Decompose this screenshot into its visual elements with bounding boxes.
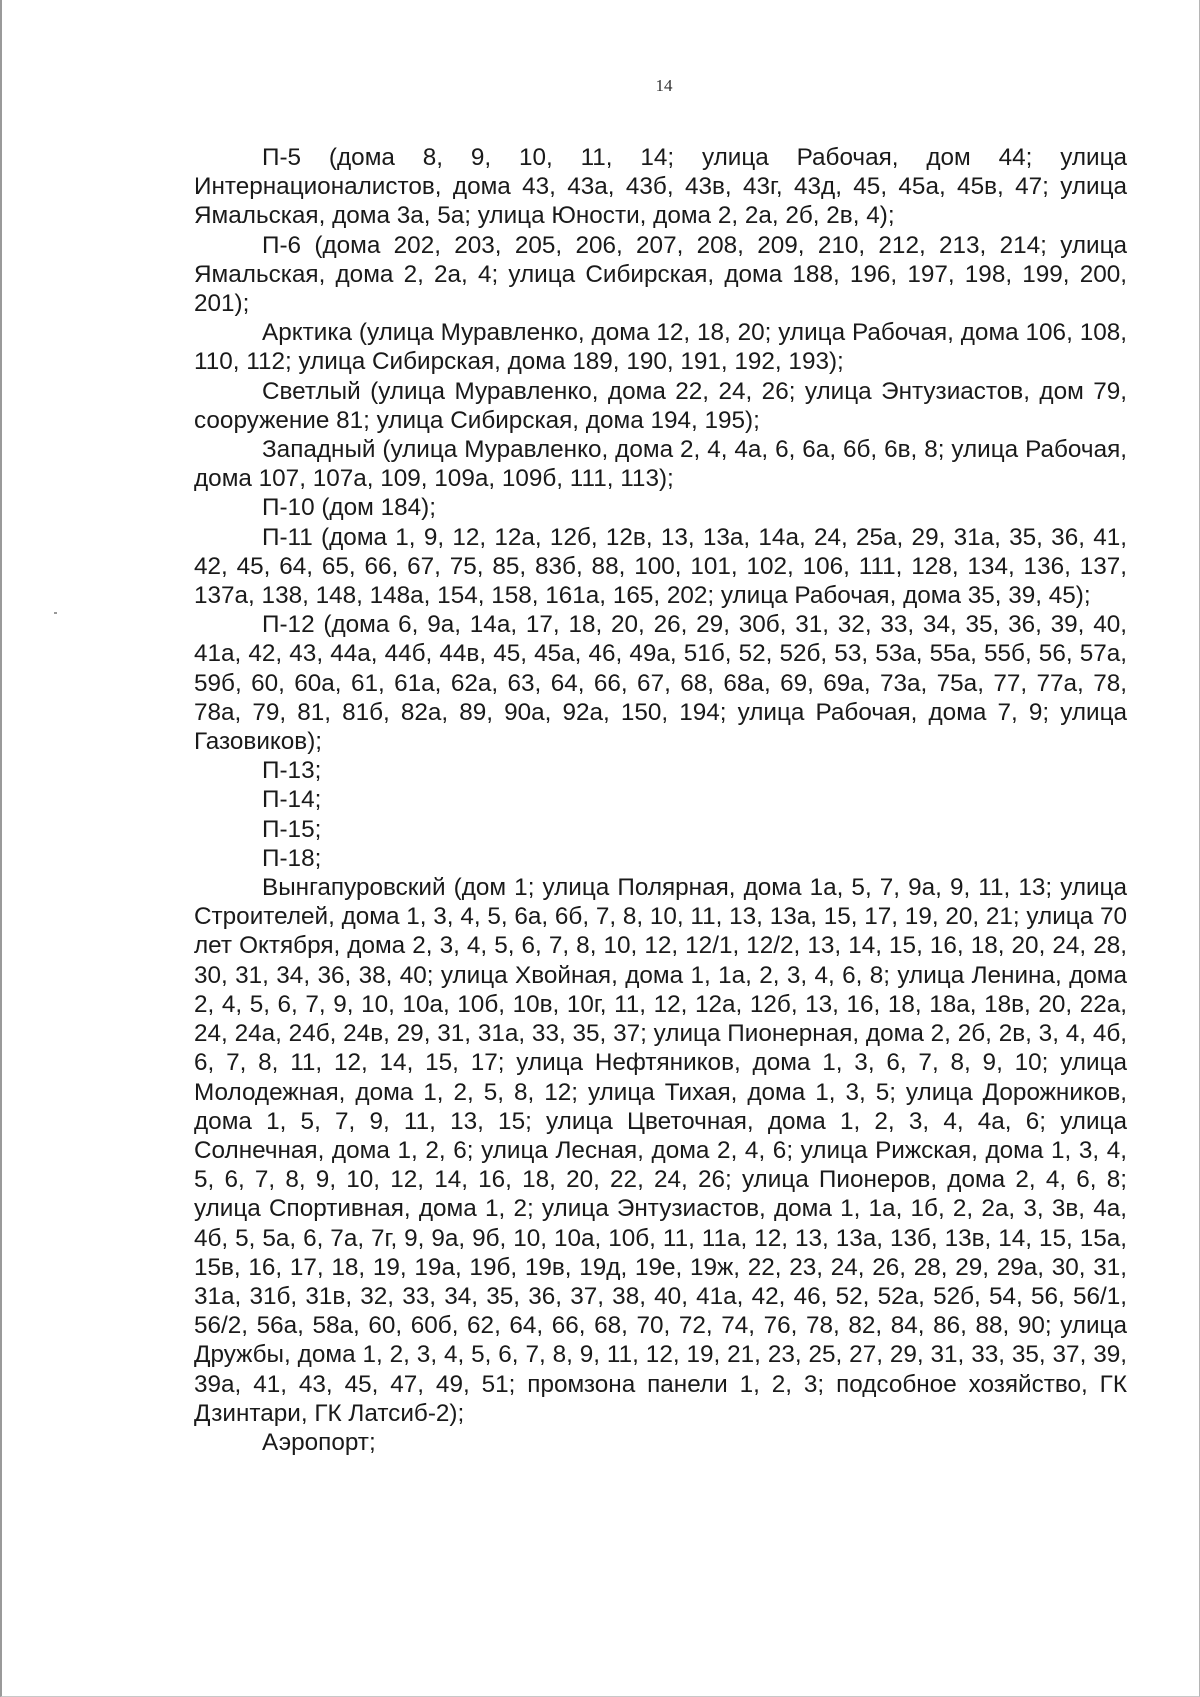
paragraph-p13: П-13; <box>262 757 322 785</box>
paragraph-vyngapurovsky: Вынгапуровский (дом 1; улица Полярная, дома 1а, 5, 7, 9а, 9, 11, 13; улица Строителей, дома 1, 3, 4, 5, 6а, 6б, 7, 8, 10, 11, 13, 13а, 15, 17, 19, 20, 21; улица 70 лет Октября, дома 2, 3, 4, 5, 6, 7, 8, 10, 12, 12/1, 12/2, 13, 14, 15, 16, 18, 20, 24, 28, 30, 31, 34, 36, 38, 40; улица Хвойная, дома 1, 1а, 2, 3, 4, 6, 8; улица Ленина, дома 2, 4, 5, 6, 7, 9, 10, 10а, 10б, 10в, 10г, 11, 12, 12а, 12б, 13, 16, 18, 18а, 18в, 20, 22а, 24, 24а, 24б, 24в, 29, 31, 31а, 33, 35, 37; улица Пионерная, дома 2, 2б, 2в, 3, 4, 4б, 6, 7, 8, 11, 12, 14, 15, 17; улица Нефтяников, дома 1, 3, 6, 7, 8, 9, 10; улица Молодежная, дома 1, 2, 5, 8, 12; улица Тихая, дома 1, 3, 5; улица Дорожников, дома 1, 5, 7, 9, 11, 13, 15; улица Цветочная, дома 1, 2, 3, 4, 4а, 6; улица Солнечная, дома 1, 2, 6; улица Лесная, дома 2, 4, 6; улица Рижская, дома 1, 3, 4, 5, 6, 7, 8, 9, 10, 12, 14, 16, 18, 20, 22, 24, 26; улица Пионеров, дома 2, 4, 6, 8; улица Спортивная, дома 1, 2; улица Энтузиастов, дома 1, 1а, 1б, 2, 2а, 3, 3в, 4а, 4б, 5, 5а, 6, 7а, 7г, 9, 9а, 9б, 10, 10а, 10б, 11, 11а, 12, 13, 13а, 13б, 13в, 14, 15, 15а, 15в, 16, 17, 18, 19, 19а, 19б, 19в, 19д, 19е, 19ж, 22, 23, 24, 26, 28, 29, 29а, 30, 31, 31а, 31б, 31в, 32, 33, 34, 35, 36, 37, 38, 40, 41а, 42, 46, 52, 52а, 52б, 54, 56, 56/1, 56/2, 56а, 58а, 60, 60б, 62, 64, 66, 68, 70, 72, 74, 76, 78, 82, 84, 86, 88, 90; улица Дружбы, дома 1, 2, 3, 4, 5, 6, 7, 8, 9, 11, 12, 19, 21, 23, 25, 27, 29, 31, 33, 35, 37, 39, 39а, 41, 43, 45, 47, 49, 51; промзона панели 1, 2, 3; подсобное хозяйство, ГК Дзинтари, ГК Латсиб-2); <box>194 874 1127 1427</box>
paragraph-arktika: Арктика (улица Муравленко, дома 12, 18, 20; улица Рабочая, дома 106, 108, 110, 112; улица Сибирская, дома 189, 190, 191, 192, 193); <box>194 319 1127 376</box>
paragraph-p5: П-5 (дома 8, 9, 10, 11, 14; улица Рабочая, дом 44; улица Интернационалистов, дома 43, 43а, 43б, 43в, 43г, 43д, 45, 45а, 45в, 47; улица Ямальская, дома 3а, 5а; улица Юности, дома 2, 2а, 2б, 2в, 4); <box>194 144 1127 230</box>
paragraph-aeroport: Аэропорт; <box>262 1428 376 1456</box>
paragraph-p14: П-14; <box>262 786 322 814</box>
paragraph-p18: П-18; <box>262 844 322 872</box>
paragraph-svetly: Светлый (улица Муравленко, дома 22, 24, 26; улица Энтузиастов, дом 79, сооружение 81; улица Сибирская, дома 194, 195); <box>194 377 1127 434</box>
paragraph-p12: П-12 (дома 6, 9а, 14а, 17, 18, 20, 26, 29, 30б, 31, 32, 33, 34, 35, 36, 39, 40, 41а, 42, 43, 44а, 44б, 44в, 45, 45а, 46, 49а, 51б, 52, 52б, 53, 53а, 55а, 55б, 56, 57а, 59б, 60, 60а, 61, 61а, 62а, 63, 64, 66, 67, 68, 68а, 69, 69а, 73а, 75а, 77, 77а, 78, 78а, 79, 81, 81б, 82а, 89, 90а, 92а, 150, 194; улица Рабочая, дома 7, 9; улица Газовиков); <box>194 611 1127 756</box>
paragraph-p11: П-11 (дома 1, 9, 12, 12а, 12б, 12в, 13, 13а, 14а, 24, 25а, 29, 31а, 35, 36, 41, 42, 45, 64, 65, 66, 67, 75, 85, 83б, 88, 100, 101, 102, 106, 111, 128, 134, 136, 137, 137а, 138, 148, 148а, 154, 158, 161а, 165, 202; улица Рабочая, дома 35, 39, 45); <box>194 523 1127 610</box>
paragraph-zapadny: Западный (улица Муравленко, дома 2, 4, 4а, 6, 6а, 6б, 6в, 8; улица Рабочая, дома 107, 107а, 109, 109а, 109б, 111, 113); <box>194 436 1127 493</box>
document-body <box>194 143 1127 1457</box>
scan-artifact-dot <box>54 612 57 614</box>
page-number: 14 <box>655 76 673 95</box>
paragraph-p6: П-6 (дома 202, 203, 205, 206, 207, 208, 209, 210, 212, 213, 214; улица Ямальская, дома 2, 2а, 4; улица Сибирская, дома 188, 196, 197, 198, 199, 200, 201); <box>194 231 1127 318</box>
paragraph-p10: П-10 (дом 184); <box>262 494 436 522</box>
paragraph-p15: П-15; <box>262 815 322 843</box>
